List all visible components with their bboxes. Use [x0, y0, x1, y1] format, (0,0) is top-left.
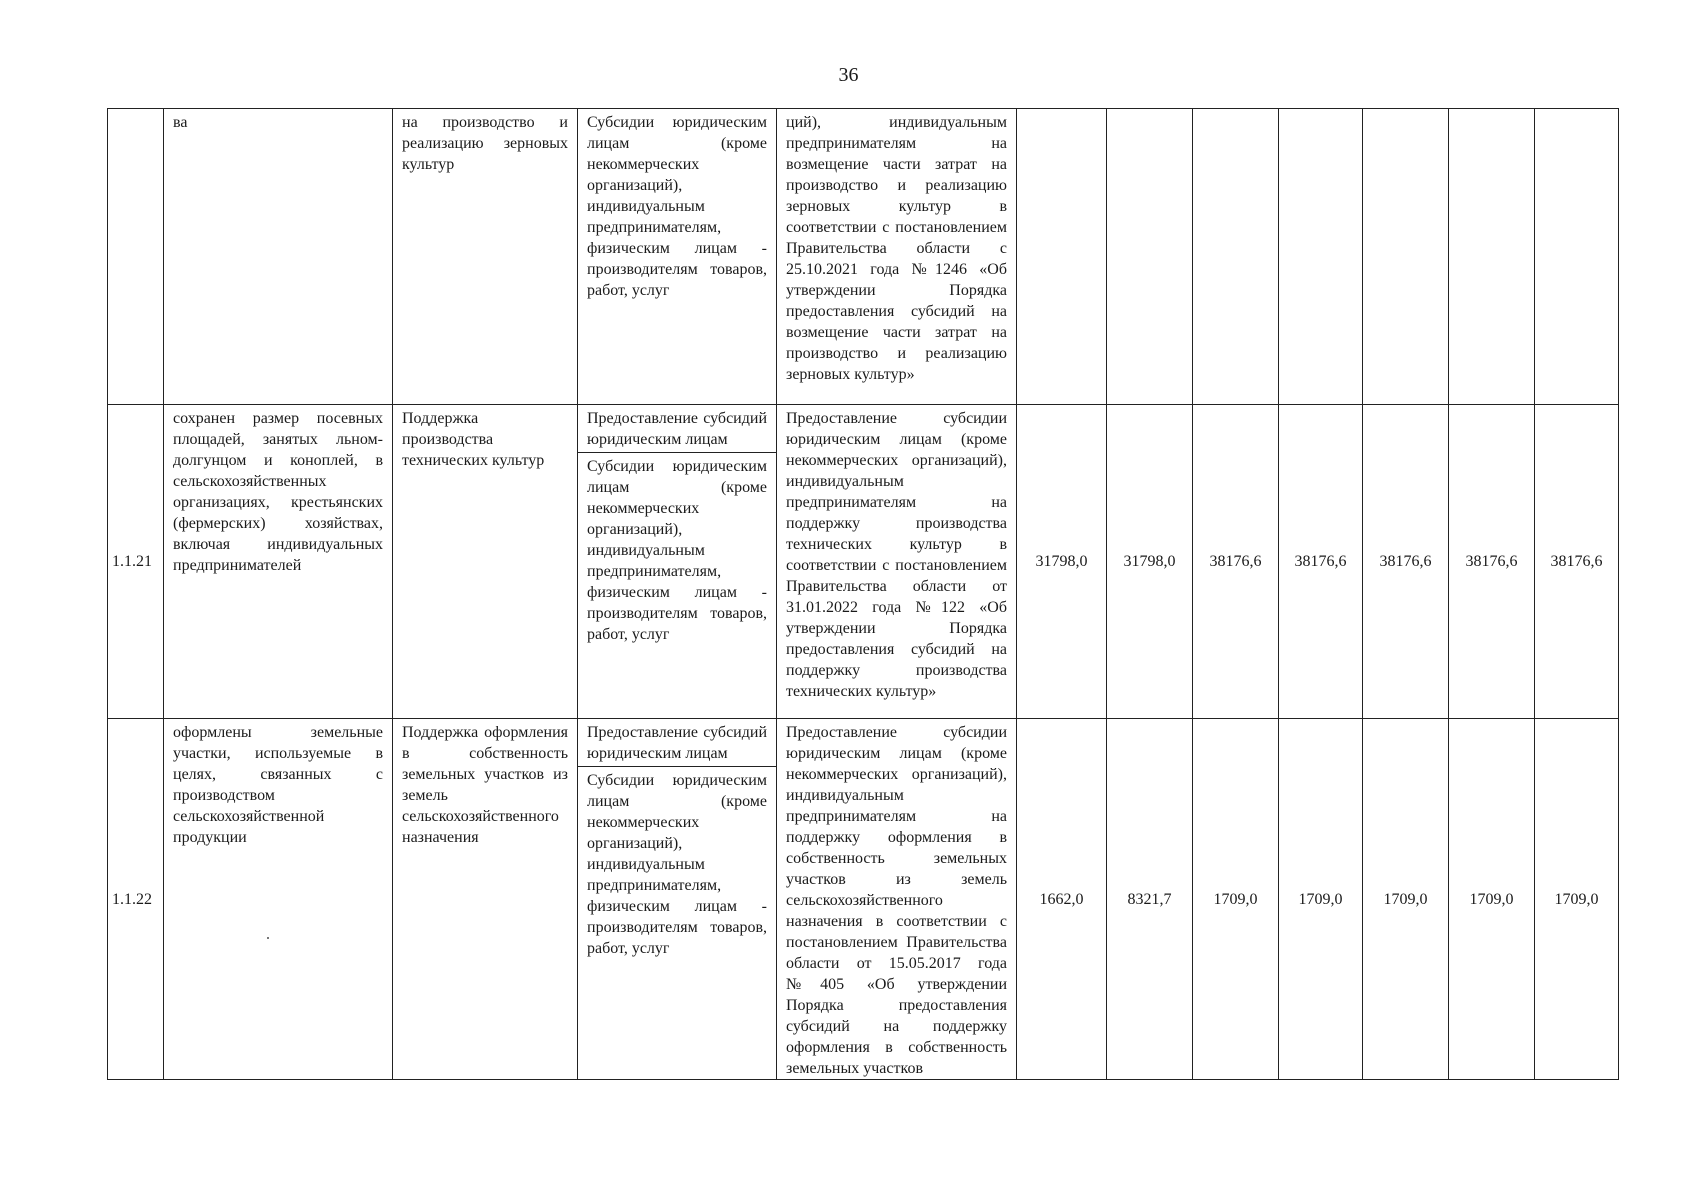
- description-cell: ций), индивидуальным предпринимателям на возмещение части затрат на производство и реализацию зерновых культур в соответствии с постановлением Правительства области с 25.10.2021 года №1246 «Об утверждении Порядка предоставления субсидий на возмещение части затрат на производство и реализацию зерновых культур»: [777, 109, 1017, 405]
- value-cell: [1279, 109, 1363, 405]
- value-cell: 38176,6: [1193, 405, 1279, 719]
- program-table: [107, 108, 1619, 1080]
- event-type-cell: [578, 405, 777, 719]
- value-cell: [1449, 109, 1535, 405]
- event-type-top: Предоставление субсидий юридическим лицам: [578, 719, 776, 767]
- table-row: [108, 719, 1619, 1080]
- page-number: 36: [838, 64, 859, 86]
- description-cell: Предоставление субсидии юридическим лицам (кроме некоммерческих организаций), индивидуальным предпринимателям на поддержку оформления в собственность земельных участков из земель сельскохозяйственного назначения в соответствии с постановлением Правительства области от 15.05.2017 года №405 «Об утверждении Порядка предоставления субсидий на поддержку оформления в собственность земельных участков: [777, 719, 1017, 1080]
- description-cell: Предоставление субсидии юридическим лицам (кроме некоммерческих организаций), индивидуальным предпринимателям на поддержку производства технических культур в соответствии с постановлением Правительства области от 31.01.2022 года №122 «Об утверждении Порядка предоставления субсидий на поддержку производства технических культур»: [777, 405, 1017, 719]
- value-cell: [1193, 109, 1279, 405]
- value-cell: 1709,0: [1363, 719, 1449, 1080]
- value-cell: [1017, 109, 1107, 405]
- event-cell: Поддержка производства технических культур: [393, 405, 578, 719]
- event-type-bottom: Субсидии юридическим лицам (кроме некоммерческих организаций), индивидуальным предпринимателям, физическим лицам - производителям товаров, работ, услуг: [587, 772, 767, 957]
- value-cell: [1535, 109, 1619, 405]
- value-cell: 38176,6: [1449, 405, 1535, 719]
- value-cell: 1709,0: [1535, 719, 1619, 1080]
- value-cell: 38176,6: [1535, 405, 1619, 719]
- value-cell: 1662,0: [1017, 719, 1107, 1080]
- event-cell: Поддержка оформления в собственность земельных участков из земель сельскохозяйственного назначения: [393, 719, 578, 1080]
- value-cell: 1709,0: [1279, 719, 1363, 1080]
- row-code: 1.1.22: [108, 719, 164, 1080]
- event-type-top: Предоставление субсидий юридическим лицам: [578, 405, 776, 453]
- value-cell: [1363, 109, 1449, 405]
- value-cell: [1107, 109, 1193, 405]
- scan-speck: [267, 937, 269, 939]
- value-cell: 38176,6: [1363, 405, 1449, 719]
- row-code: [108, 109, 164, 405]
- row-code: 1.1.21: [108, 405, 164, 719]
- result-cell: сохранен размер посевных площадей, занятых льном-долгунцом и коноплей, в сельскохозяйственных организациях, крестьянских (фермерских) хозяйствах, включая индивидуальных предпринимателей: [164, 405, 393, 719]
- table-row: [108, 405, 1619, 719]
- result-cell: ва: [164, 109, 393, 405]
- value-cell: 1709,0: [1193, 719, 1279, 1080]
- event-type-cell: Субсидии юридическим лицам (кроме некоммерческих организаций), индивидуальным предпринимателям, физическим лицам - производителям товаров, работ, услуг: [578, 109, 777, 405]
- value-cell: 38176,6: [1279, 405, 1363, 719]
- event-type-bottom: Субсидии юридическим лицам (кроме некоммерческих организаций), индивидуальным предпринимателям, физическим лицам - производителям товаров, работ, услуг: [587, 458, 767, 643]
- table-row: [108, 109, 1619, 405]
- value-cell: 31798,0: [1017, 405, 1107, 719]
- value-cell: 31798,0: [1107, 405, 1193, 719]
- value-cell: 8321,7: [1107, 719, 1193, 1080]
- event-cell: на производство и реализацию зерновых культур: [393, 109, 578, 405]
- event-type-cell: [578, 719, 777, 1080]
- result-cell: оформлены земельные участки, используемые в целях, связанных с производством сельскохозяйственной продукции: [164, 719, 393, 1080]
- value-cell: 1709,0: [1449, 719, 1535, 1080]
